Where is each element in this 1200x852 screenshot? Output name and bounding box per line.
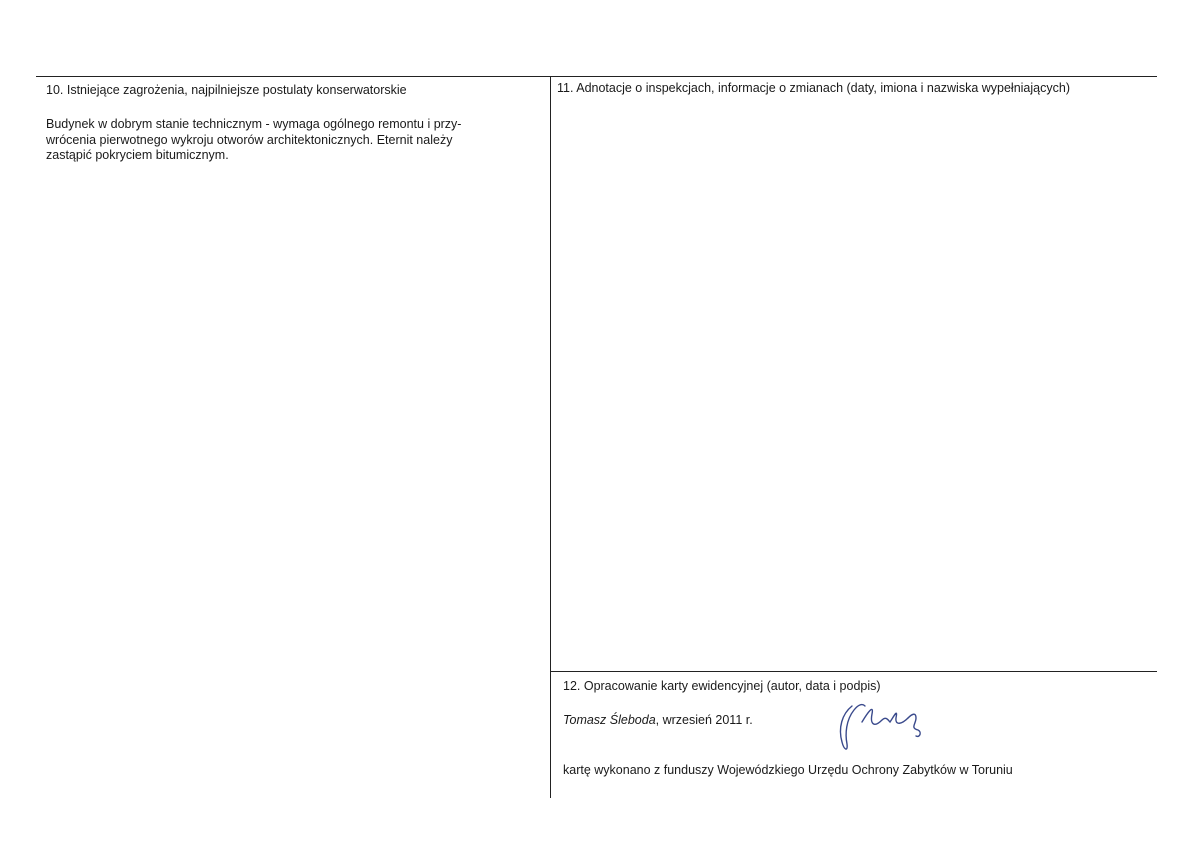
signature-stroke-3 — [908, 714, 920, 736]
column-divider — [550, 76, 551, 798]
top-rule — [36, 76, 1157, 77]
section-12-heading: 12. Opracowanie karty ewidencyjnej (autor, data i podpis) — [563, 679, 881, 693]
author-date: , wrzesień 2011 r. — [655, 713, 753, 727]
author-line — [563, 713, 753, 728]
signature-stroke-1 — [840, 705, 865, 750]
signature-stroke-2 — [862, 709, 908, 724]
author-name: Tomasz Śleboda — [563, 713, 656, 727]
handwritten-signature — [832, 694, 942, 756]
section-11-heading: 11. Adnotacje o inspekcjach, informacje o zmianach (daty, imiona i nazwiska wypełniających) — [557, 81, 1070, 95]
section-12-rule — [550, 671, 1157, 672]
section-10-heading: 10. Istniejące zagrożenia, najpilniejsze postulaty konserwatorskie — [46, 83, 407, 97]
section-10-body: Budynek w dobrym stanie technicznym - wymaga ogólnego remontu i przy- wrócenia pierwotnego wykroju otworów architektonicznych. Eternit należy zastąpić pokryciem bitumicznym. — [46, 117, 462, 162]
funding-note: kartę wykonano z funduszy Wojewódzkiego Urzędu Ochrony Zabytków w Toruniu — [563, 763, 1013, 777]
